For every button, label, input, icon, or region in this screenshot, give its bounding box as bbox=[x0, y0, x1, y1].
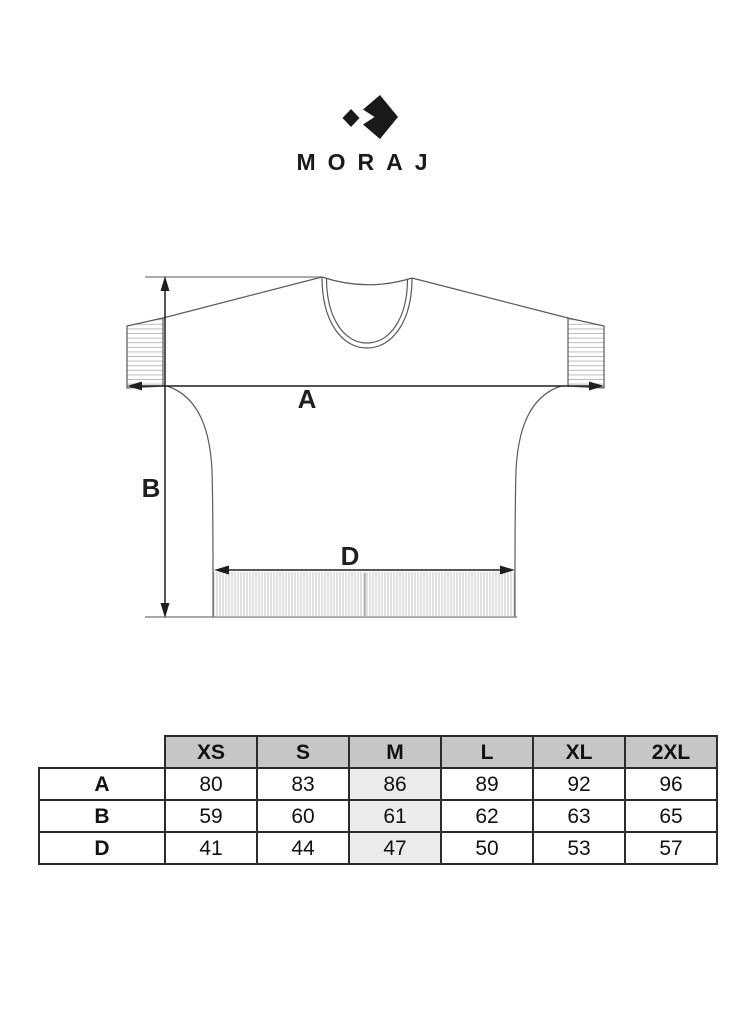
value-a-m: 86 bbox=[349, 768, 441, 800]
value-d-l: 50 bbox=[441, 832, 533, 864]
value-d-2xl: 57 bbox=[625, 832, 717, 864]
value-d-xs: 41 bbox=[165, 832, 257, 864]
measurement-label-d: D bbox=[340, 541, 360, 571]
brand-name: MORAJ bbox=[296, 149, 440, 175]
left-cuff bbox=[127, 318, 163, 388]
size-column-header-l: L bbox=[441, 736, 533, 768]
measurement-label-a: A bbox=[297, 384, 317, 414]
size-table-header-row bbox=[39, 736, 717, 768]
measurement-arrow-a bbox=[127, 382, 604, 391]
measurement-arrows bbox=[127, 276, 604, 618]
value-a-xs: 80 bbox=[165, 768, 257, 800]
size-table-corner-cell bbox=[39, 736, 165, 768]
back-neckline bbox=[322, 277, 412, 285]
size-column-header-xl: XL bbox=[533, 736, 625, 768]
measurement-label-b: B bbox=[141, 473, 161, 503]
right-side-seam bbox=[515, 386, 561, 572]
value-b-2xl: 65 bbox=[625, 800, 717, 832]
size-column-header-xs: XS bbox=[165, 736, 257, 768]
value-b-xs: 59 bbox=[165, 800, 257, 832]
size-column-header-m: M bbox=[349, 736, 441, 768]
value-d-m: 47 bbox=[349, 832, 441, 864]
garment-outline bbox=[127, 277, 604, 617]
value-d-xl: 53 bbox=[533, 832, 625, 864]
hem-ribbing bbox=[214, 572, 515, 617]
value-b-l: 62 bbox=[441, 800, 533, 832]
moraj-logo-icon bbox=[343, 95, 399, 139]
value-b-m: 61 bbox=[349, 800, 441, 832]
row-label-d: D bbox=[39, 832, 165, 864]
size-table bbox=[38, 735, 718, 865]
size-column-header-2xl: 2XL bbox=[625, 736, 717, 768]
front-neckline-outer bbox=[322, 277, 412, 348]
value-b-xl: 63 bbox=[533, 800, 625, 832]
size-table-row-d bbox=[39, 832, 717, 864]
value-b-s: 60 bbox=[257, 800, 349, 832]
value-a-xl: 92 bbox=[533, 768, 625, 800]
right-cuff bbox=[568, 318, 604, 388]
row-label-b: B bbox=[39, 800, 165, 832]
left-side-seam bbox=[167, 386, 213, 572]
value-d-s: 44 bbox=[257, 832, 349, 864]
value-a-2xl: 96 bbox=[625, 768, 717, 800]
size-table-row-a bbox=[39, 768, 717, 800]
row-label-a: A bbox=[39, 768, 165, 800]
left-shoulder-seam bbox=[163, 277, 322, 318]
value-a-l: 89 bbox=[441, 768, 533, 800]
size-column-header-s: S bbox=[257, 736, 349, 768]
size-table-row-b bbox=[39, 800, 717, 832]
right-shoulder-seam bbox=[412, 278, 568, 318]
value-a-s: 83 bbox=[257, 768, 349, 800]
